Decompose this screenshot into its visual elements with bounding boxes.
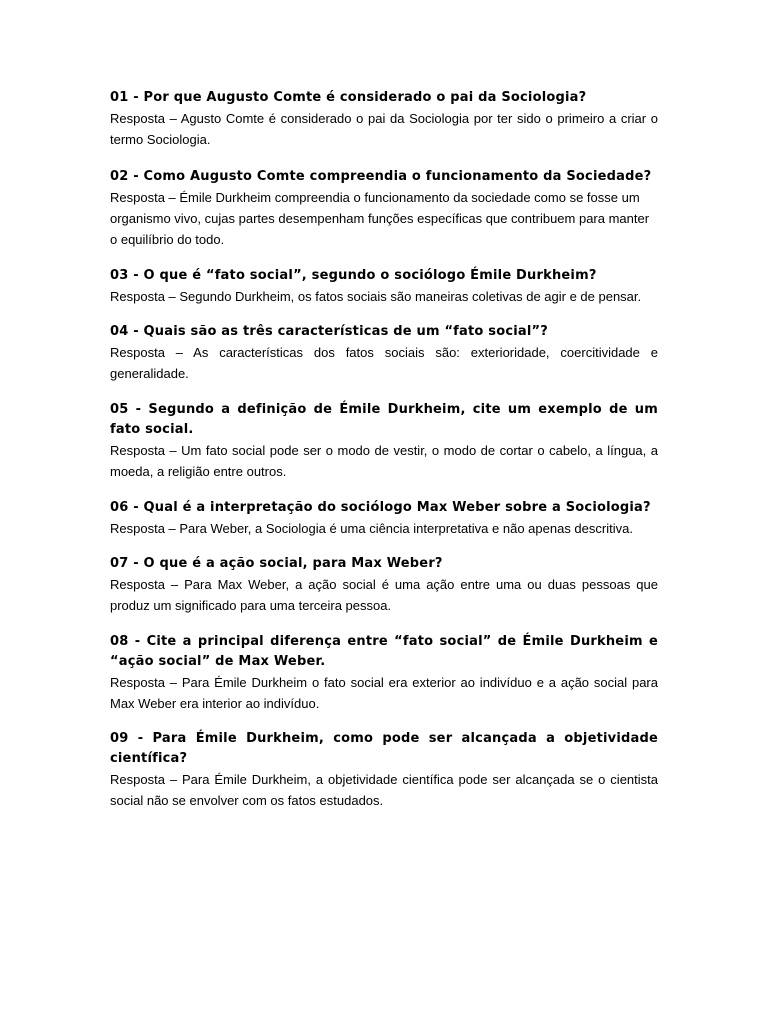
answer-06: Resposta – Para Weber, a Sociologia é uma ciência interpretativa e não apenas descritiva. — [110, 521, 633, 536]
qa-block-04 — [110, 322, 658, 384]
answer-01: Resposta – Agusto Comte é considerado o pai da Sociologia por ter sido o primeiro a criar o termo Sociologia. — [110, 111, 658, 147]
question-05: 05 - Segundo a definição de Émile Durkheim, cite um exemplo de um fato social. — [110, 402, 658, 437]
qa-block-07 — [110, 554, 658, 616]
document-page — [110, 88, 658, 829]
question-08: 08 - Cite a principal diferença entre “fato social” de Émile Durkheim e “ação social” de Max Weber. — [110, 634, 658, 669]
question-07: 07 - O que é a ação social, para Max Weber? — [110, 556, 443, 571]
qa-block-06 — [110, 498, 658, 539]
answer-04: Resposta – As características dos fatos sociais são: exterioridade, coercitividade e generalidade. — [110, 345, 658, 381]
question-03: 03 - O que é “fato social”, segundo o sociólogo Émile Durkheim? — [110, 268, 597, 283]
qa-block-08 — [110, 632, 658, 714]
answer-03: Resposta – Segundo Durkheim, os fatos sociais são maneiras coletivas de agir e de pensar. — [110, 289, 642, 304]
question-02: 02 - Como Augusto Comte compreendia o funcionamento da Sociedade? — [110, 169, 652, 184]
answer-05: Resposta – Um fato social pode ser o modo de vestir, o modo de cortar o cabelo, a língua, a moeda, a religião entre outros. — [110, 443, 658, 479]
answer-08: Resposta – Para Émile Durkheim o fato social era exterior ao indivíduo e a ação social para Max Weber era interior ao indivíduo. — [110, 675, 658, 711]
qa-block-02 — [110, 167, 658, 250]
qa-block-05 — [110, 400, 658, 482]
answer-02: Resposta – Émile Durkheim compreendia o funcionamento da sociedade como se fosse um organismo vivo, cujas partes desempenham funções específicas que contribuem para manter o equilíbrio do todo. — [110, 190, 650, 247]
question-04: 04 - Quais são as três características de um “fato social”? — [110, 324, 549, 339]
answer-07: Resposta – Para Max Weber, a ação social é uma ação entre uma ou duas pessoas que produz um significado para uma terceira pessoa. — [110, 577, 658, 613]
qa-block-09 — [110, 729, 658, 811]
question-06: 06 - Qual é a interpretação do sociólogo Max Weber sobre a Sociologia? — [110, 500, 651, 515]
qa-block-01 — [110, 88, 658, 150]
qa-block-03 — [110, 266, 658, 307]
question-01: 01 - Por que Augusto Comte é considerado o pai da Sociologia? — [110, 90, 587, 105]
answer-09: Resposta – Para Émile Durkheim, a objetividade científica pode ser alcançada se o cientista social não se envolver com os fatos estudados. — [110, 772, 658, 808]
question-09: 09 - Para Émile Durkheim, como pode ser alcançada a objetividade científica? — [110, 731, 658, 766]
